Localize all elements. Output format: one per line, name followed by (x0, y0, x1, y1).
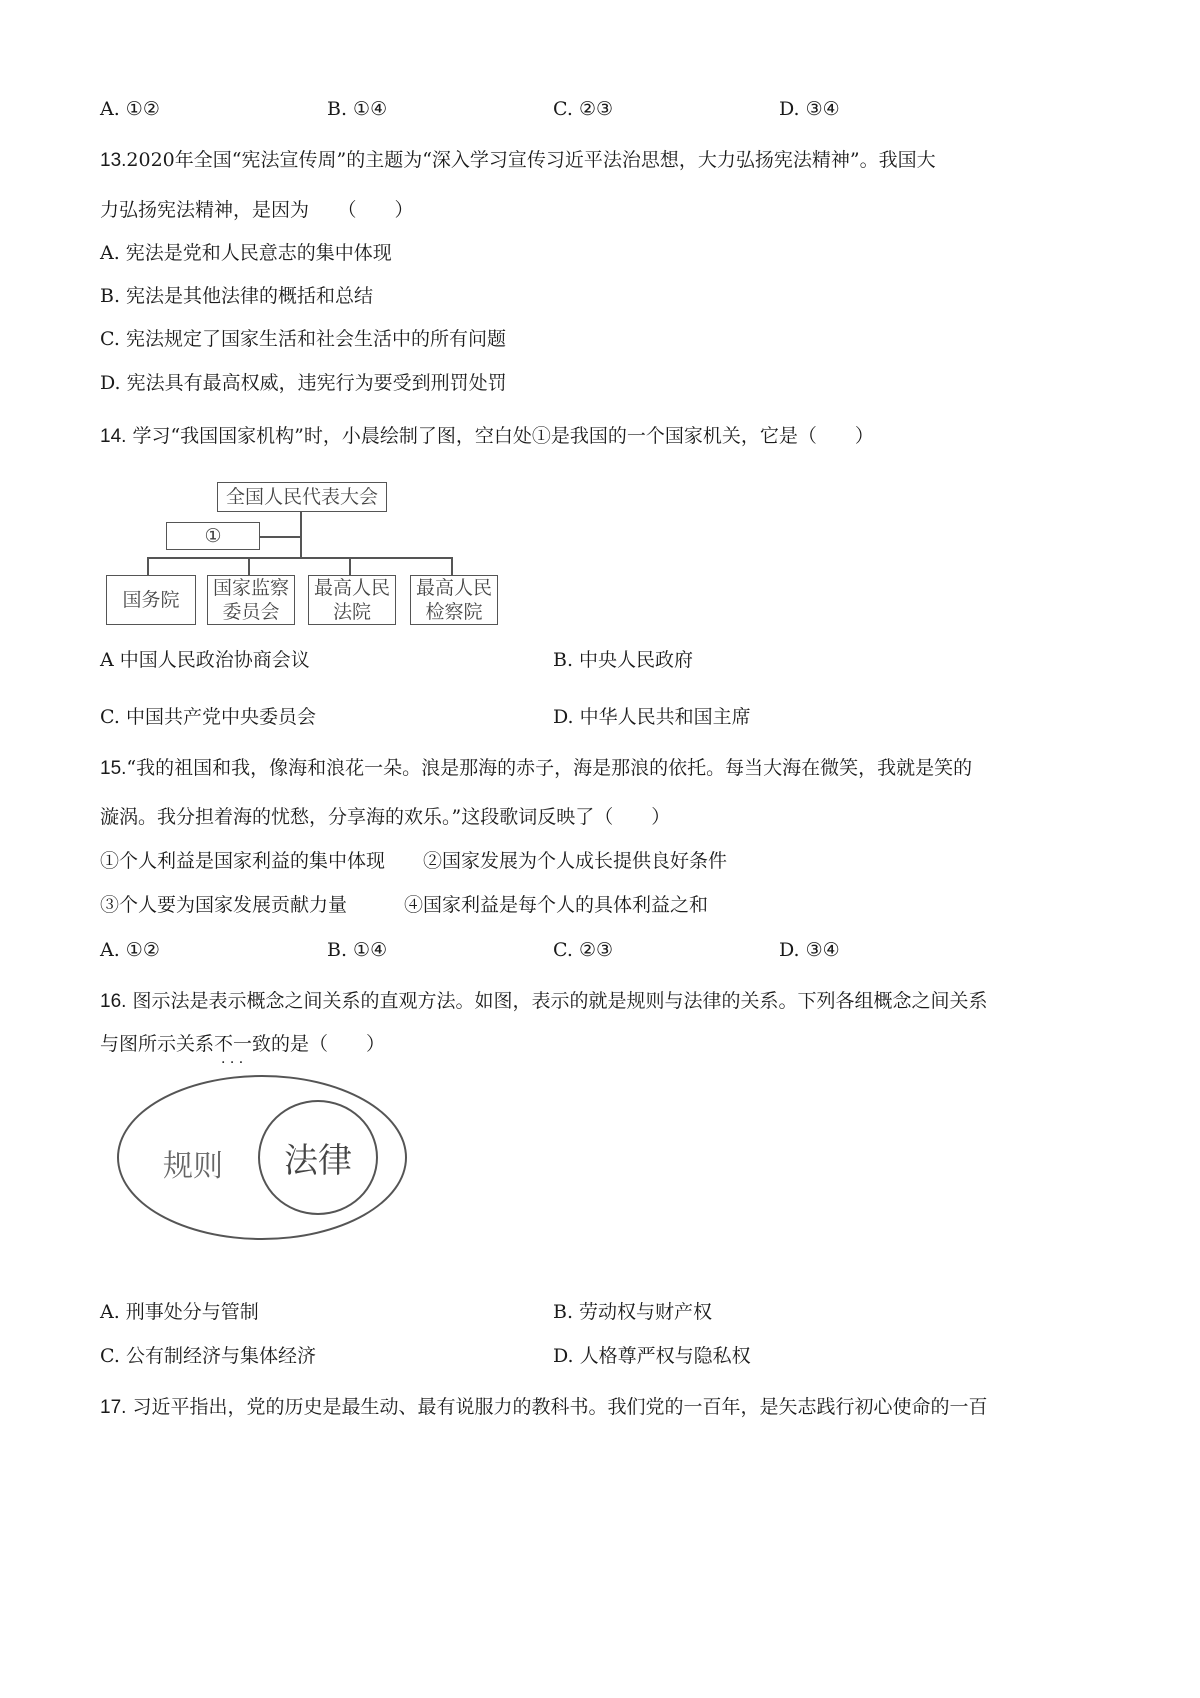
q12-option-b: B. ①④ (327, 98, 388, 120)
diagram-court-box: 最高人民 法院 (308, 575, 396, 625)
q13-stem-line2: 力弘扬宪法精神，是因为 （ ） (100, 199, 414, 221)
q17-stem-line1 (100, 1395, 987, 1420)
q15-statement-line1: ①个人利益是国家利益的集中体现 ②国家发展为个人成长提供良好条件 (100, 850, 728, 872)
q14-option-b: B. 中央人民政府 (553, 649, 694, 671)
diagram-supervision-box: 国家监察 委员会 (207, 575, 295, 625)
q16-number: 16. (100, 991, 127, 1012)
q15-stem-text1: “我的祖国和我，像海和浪花一朵。浪是那海的赤子，海是那浪的依托。每当大海在微笑，我就是笑的 (126, 757, 973, 779)
diagram-connector-vertical-main (300, 512, 302, 558)
q12-option-a: A. ①② (100, 98, 160, 120)
q15-stem-line2: 漩涡。我分担着海的忧愁，分享海的欢乐。”这段歌词反映了（ ） (100, 806, 671, 828)
q15-option-c: C. ②③ (553, 939, 614, 961)
q13-option-d: D. 宪法具有最高权威，违宪行为要受到刑罚处罚 (100, 372, 507, 394)
q14-stem-line1 (100, 424, 874, 449)
q16-stem-line1 (100, 989, 987, 1014)
q15-option-a: A. ①② (100, 939, 160, 961)
diagram-procuratorate-box: 最高人民 检察院 (410, 575, 498, 625)
q16-stem-line2: 与图所示关系不一致的是（ ） (100, 1033, 386, 1055)
q15-option-b: B. ①④ (327, 939, 388, 961)
q12-option-d: D. ③④ (779, 98, 840, 120)
q14-stem-text1: 学习“我国国家机构”时，小晨绘制了图，空白处①是我国的一个国家机关，它是（ ） (132, 425, 874, 447)
q17-number: 17. (100, 1397, 127, 1418)
q16-option-b: B. 劳动权与财产权 (553, 1301, 713, 1323)
diagram-connector-blank (260, 536, 300, 538)
q16-option-a: A. 刑事处分与管制 (100, 1301, 259, 1323)
q13-number: 13. (100, 150, 127, 171)
q13-stem-text1: 2020年全国“宪法宣传周”的主题为“深入学习宣传习近平法治思想，大力弘扬宪法精神”。我国大 (126, 149, 936, 171)
diagram-connector-drop2 (248, 557, 250, 575)
q14-number: 14. (100, 426, 127, 447)
q15-option-d: D. ③④ (779, 939, 840, 961)
emphasis-dots: · · · (221, 1055, 244, 1071)
q15-number: 15. (100, 758, 127, 779)
q15-statement-line2: ③个人要为国家发展贡献力量 ④国家利益是每个人的具体利益之和 (100, 894, 709, 916)
diagram-state-council-box: 国务院 (106, 575, 196, 625)
q16-option-d: D. 人格尊严权与隐私权 (553, 1345, 751, 1367)
diagram-connector-drop1 (147, 557, 149, 575)
q13-option-a: A. 宪法是党和人民意志的集中体现 (100, 242, 392, 264)
law-circle: 法律 (258, 1100, 378, 1215)
q13-option-c: C. 宪法规定了国家生活和社会生活中的所有问题 (100, 328, 506, 350)
diagram-connector-horizontal (147, 557, 453, 559)
rules-label: 规则 (163, 1149, 223, 1184)
q16-option-c: C. 公有制经济与集体经济 (100, 1345, 316, 1367)
q13-stem-line1 (100, 148, 936, 173)
q17-stem-text1: 习近平指出，党的历史是最生动、最有说服力的教科书。我们党的一百年，是矢志践行初心使命的一百 (132, 1396, 988, 1418)
diagram-npc-box: 全国人民代表大会 (217, 482, 387, 512)
q14-option-d: D. 中华人民共和国主席 (553, 706, 751, 728)
q14-option-a: A 中国人民政治协商会议 (100, 649, 310, 671)
q14-option-c: C. 中国共产党中央委员会 (100, 706, 316, 728)
q15-stem-line1 (100, 756, 972, 781)
diagram-connector-drop4 (451, 557, 453, 575)
diagram-blank-box: ① (166, 522, 260, 550)
diagram-connector-drop3 (349, 557, 351, 575)
q16-stem-text1: 图示法是表示概念之间关系的直观方法。如图，表示的就是规则与法律的关系。下列各组概念之间关系 (132, 990, 988, 1012)
q12-option-c: C. ②③ (553, 98, 614, 120)
q13-option-b: B. 宪法是其他法律的概括和总结 (100, 285, 374, 307)
